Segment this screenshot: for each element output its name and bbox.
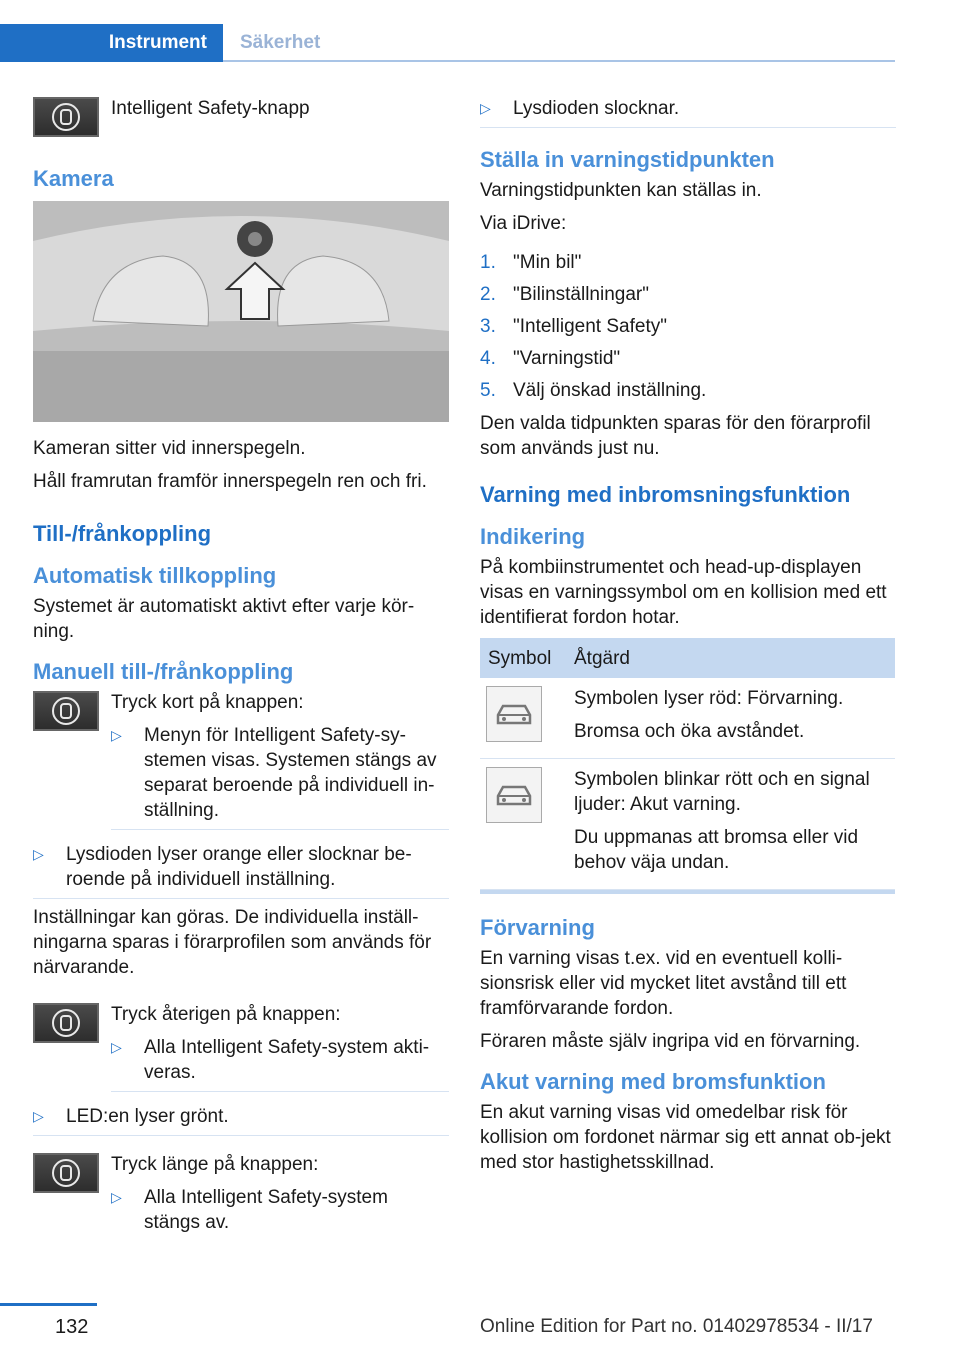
short-press-block [33,690,449,836]
bullet-text: Alla Intelligent Safety-system akti-veras. [144,1037,430,1083]
long-press-label: Tryck länge på knappen: [111,1154,319,1175]
car-warning-icon [486,767,542,823]
heading-varning-inbromsning: Varning med inbromsningsfunktion [480,482,851,507]
akut-text: En akut varning visas vid omedelbar risk för kollision om fordonet närmar sig ett annat ob-jekt med stor hastighetsskillnad. [480,1102,891,1173]
top-navigation [0,0,960,62]
stalla-text-2: Via iDrive: [480,213,567,234]
press-again-block [33,1002,449,1098]
heading-forvarning: Förvarning [480,915,595,940]
installningar-text: Inställningar kan göras. De individuella inställ-ningarna sparas i förarprofilen som används för närvarande. [33,907,432,978]
kamera-text-2: Håll framrutan framför innerspegeln ren och fri. [33,471,427,492]
triangle-bullet-icon: ▷ [33,1108,44,1124]
triangle-bullet-icon: ▷ [111,1189,122,1205]
table-bottom-rule [480,890,895,894]
kamera-text-1: Kameran sitter vid innerspegeln. [33,438,306,459]
intelligent-safety-button-icon [33,97,99,137]
page-number: 132 [55,1316,89,1338]
heading-akut: Akut varning med bromsfunktion [480,1069,826,1094]
header-divider [223,60,895,62]
step-item: 5. Välj önskad inställning. [480,380,707,401]
edition-text: Online Edition for Part no. 01402978534 - II/17 [480,1316,873,1337]
safety-button-legend [33,96,449,137]
bullet-item [33,842,449,899]
bullet-item [111,1035,449,1092]
triangle-bullet-icon: ▷ [33,846,44,862]
step-item: 2. "Bilinställningar" [480,284,649,305]
table-row [480,759,895,890]
row2-text-a: Symbolen blinkar rött och en signal ljuder: Akut varning. [574,769,870,815]
bullet-text: Lysdioden lyser orange eller slocknar be-roende på individuell inställning. [66,844,412,890]
footer-rule [0,1303,97,1306]
row1-text-b: Bromsa och öka avståndet. [574,721,805,742]
bullet-item [33,1104,449,1136]
bullet-text: LED:en lyser grönt. [66,1106,229,1127]
left-column [33,96,449,1253]
windshield-camera-illustration [33,201,449,422]
auto-text: Systemet är automatiskt aktivt efter varje kör-ning. [33,596,415,642]
intelligent-safety-button-icon [33,1003,99,1043]
col-atgard: Åtgärd [566,638,895,678]
heading-kamera: Kamera [33,166,114,191]
table-header-row [480,638,895,678]
step-item: 3. "Intelligent Safety" [480,316,667,337]
row1-text-a: Symbolen lyser röd: Förvarning. [574,688,844,709]
button-caption: Intelligent Safety-knapp [111,98,310,119]
heading-till-frankoppling: Till-/frånkoppling [33,521,212,546]
tab-sakerhet[interactable]: Säkerhet [240,32,321,53]
long-press-block [33,1152,449,1247]
symbol-table [480,638,895,890]
idrive-steps [480,250,896,403]
triangle-bullet-icon: ▷ [111,1039,122,1055]
triangle-bullet-icon: ▷ [111,727,122,743]
step-item: 1. "Min bil" [480,252,582,273]
intelligent-safety-button-icon [33,1153,99,1193]
heading-manuell: Manuell till-/frånkoppling [33,659,294,684]
camera-image [33,201,449,422]
bullet-text: Menyn för Intelligent Safety-sy-stemen visas. Systemen stängs av separat beroende på individuell in-ställning. [144,725,437,821]
right-column [480,96,896,1183]
short-press-label: Tryck kort på knappen: [111,692,304,713]
stalla-text-1: Varningstidpunkten kan ställas in. [480,180,762,201]
forvarning-text-1: En varning visas t.ex. vid en eventuell kolli-sionsrisk eller vid mycket litet avstånd till ett framförvarande fordon. [480,948,847,1019]
tab-instrument[interactable]: Instrument [0,24,223,62]
stalla-text-3: Den valda tidpunkten sparas för den förarprofil som används just nu. [480,413,871,459]
row2-text-b: Du uppmanas att bromsa eller vid behov väja undan. [574,827,859,873]
bullet-text: Alla Intelligent Safety-system stängs av. [144,1187,388,1233]
press-again-label: Tryck återigen på knappen: [111,1004,341,1025]
heading-indikering: Indikering [480,524,586,549]
triangle-bullet-icon: ▷ [480,100,491,116]
forvarning-text-2: Föraren måste själv ingripa vid en förvarning. [480,1031,861,1052]
car-warning-icon [486,686,542,742]
heading-automatisk: Automatisk tillkoppling [33,563,277,588]
step-item: 4. "Varningstid" [480,348,621,369]
indikering-text: På kombiinstrumentet och head-up-displayen visas en varningssymbol om en kollision med ett identifierat fordon hotar. [480,557,887,628]
bullet-text: Lysdioden slocknar. [513,98,680,119]
col-symbol: Symbol [480,638,566,678]
bullet-item [480,96,896,128]
intelligent-safety-button-icon [33,691,99,731]
heading-stalla-in: Ställa in varningstidpunkten [480,147,775,172]
table-row [480,678,895,759]
bullet-item [111,1185,449,1241]
bullet-item [111,723,449,830]
